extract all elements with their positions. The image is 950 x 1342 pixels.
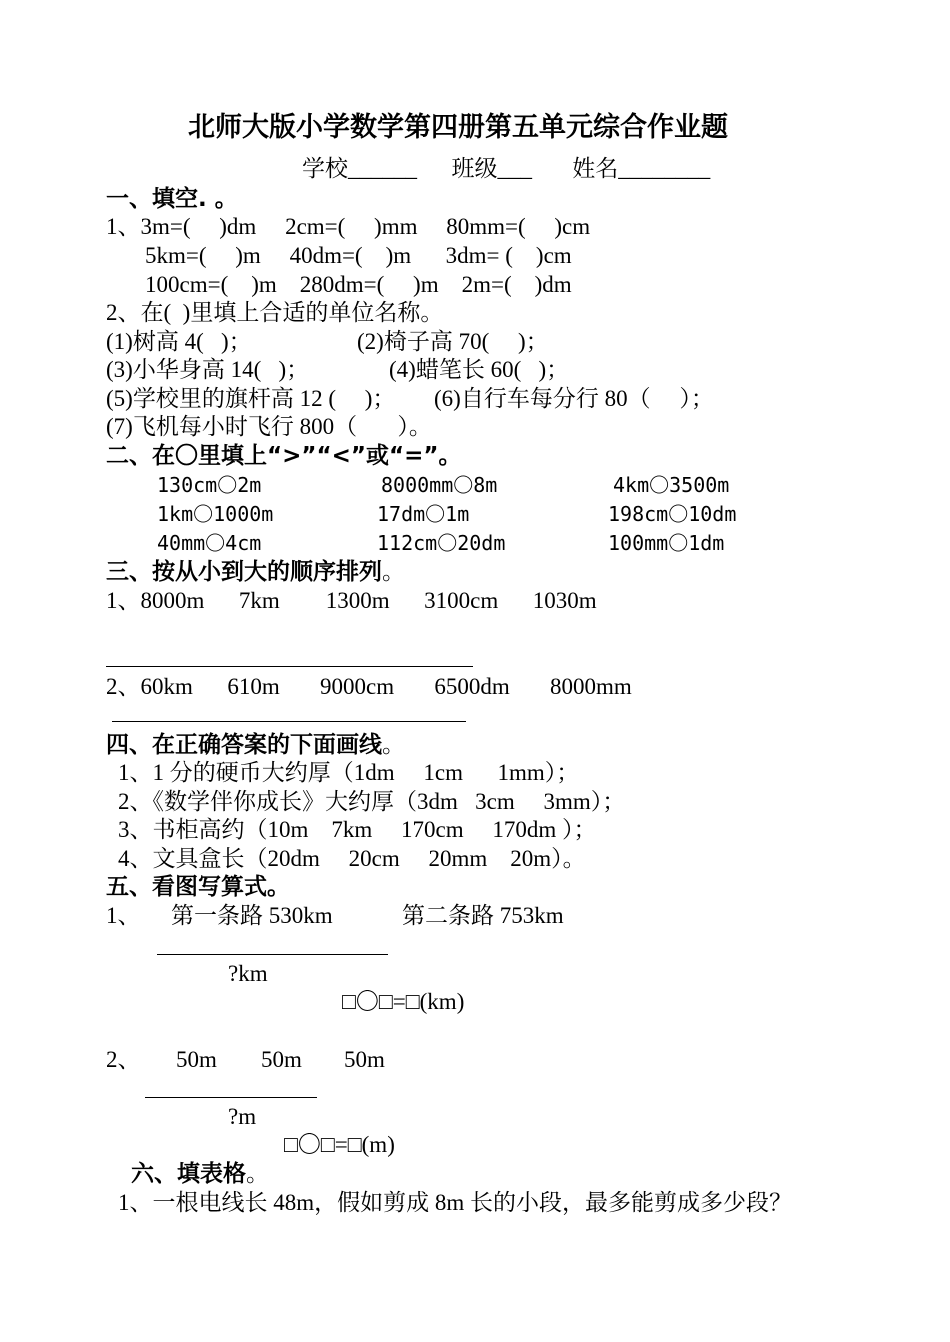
s5-q2-equation: □〇□=□(m) xyxy=(284,1132,395,1157)
s1-q2-item-6: (6)自行车每分行 80（ ）； xyxy=(434,386,714,411)
section-4-heading-line xyxy=(106,731,405,759)
section-6-heading: 六、填表格 xyxy=(131,1161,246,1187)
s2-item-3: 4km〇3500m xyxy=(613,473,730,497)
section-3-heading: 三、按从小到大的顺序排列 xyxy=(106,559,382,585)
section-1-heading: 一、填空. 。 xyxy=(106,186,238,212)
s2-item-4: 1km〇1000m xyxy=(157,502,274,526)
s1-q2-prompt: 2、在( )里填上合适的单位名称。 xyxy=(106,300,444,325)
s6-q1: 1、一根电线长 48m，假如剪成 8m 长的小段，最多能剪成多少段？ xyxy=(118,1190,793,1215)
section-6-heading-line xyxy=(131,1160,269,1188)
s3-q1: 1、8000m 7km 1300m 3100cm 1030m xyxy=(106,588,597,613)
s5-q2-segment-line xyxy=(145,1097,317,1098)
s4-item-1: 1、1 分的硬币大约厚（1dm 1cm 1mm）； xyxy=(118,760,580,785)
s1-q2-item-7: (7)飞机每小时飞行 800（ ）。 xyxy=(106,414,432,439)
student-info-fields: 学校______ 班级___ 姓名________ xyxy=(302,156,711,181)
s4-item-4: 4、文具盒长（20dm 20cm 20mm 20m）。 xyxy=(118,846,586,871)
s5-q1-road-2-label: 第二条路 753km xyxy=(402,903,564,928)
section-6-heading-tail: 。 xyxy=(246,1161,269,1186)
s2-item-5: 17dm〇1m xyxy=(377,502,470,526)
section-4-heading: 四、在正确答案的下面画线 xyxy=(106,732,382,758)
page-title: 北师大版小学数学第四册第五单元综合作业题 xyxy=(188,112,728,143)
s3-q2-answer-line xyxy=(112,721,466,722)
s5-q1-unknown: ?km xyxy=(228,961,268,986)
section-3-heading-line xyxy=(106,558,405,586)
s2-item-1: 130cm〇2m xyxy=(157,473,262,497)
section-4-heading-tail: 。 xyxy=(382,732,405,757)
s5-q1-equation: □〇□=□(km) xyxy=(342,989,465,1014)
s1-q2-item-3: (3)小华身高 14( )； xyxy=(106,357,310,382)
s1-q1-line-3: 100cm=( )m 280dm=( )m 2m=( )dm xyxy=(145,272,572,297)
s3-q2: 2、60km 610m 9000cm 6500dm 8000mm xyxy=(106,674,632,699)
s5-q2-segment-1: 50m xyxy=(176,1047,217,1072)
s5-q1-segment-line xyxy=(157,954,388,955)
s4-item-3: 3、书柜高约（10m 7km 170cm 170dm ）； xyxy=(118,817,597,842)
section-5-heading: 五、看图写算式。 xyxy=(106,874,290,900)
s2-item-6: 198cm〇10dm xyxy=(608,502,737,526)
s5-q2-segment-3: 50m xyxy=(344,1047,385,1072)
s1-q2-item-5: (5)学校里的旗杆高 12 ( )； xyxy=(106,386,396,411)
s5-q1-number: 1、 xyxy=(106,903,141,928)
s2-item-7: 40mm〇4cm xyxy=(157,531,262,555)
s1-q2-item-4: (4)蜡笔长 60( )； xyxy=(389,357,570,382)
s1-q2-item-2: (2)椅子高 70( )； xyxy=(357,329,549,354)
s4-item-2: 2、《数学伴你成长》大约厚（3dm 3cm 3mm）； xyxy=(118,789,626,814)
s5-q1-road-1-label: 第一条路 530km xyxy=(171,903,333,928)
s5-q2-segment-2: 50m xyxy=(261,1047,302,1072)
s1-q2-item-1: (1)树高 4( )； xyxy=(106,329,252,354)
section-3-heading-tail: 。 xyxy=(382,559,405,584)
s3-q1-answer-line xyxy=(106,666,473,667)
s2-item-2: 8000mm〇8m xyxy=(381,473,498,497)
s1-q1-line-2: 5km=( )m 40dm=( )m 3dm= ( )cm xyxy=(145,243,572,268)
s5-q2-unknown: ?m xyxy=(228,1104,257,1129)
section-2-heading: 二、在〇里填上“>”“<”或“=”。 xyxy=(106,443,462,469)
s2-item-8: 112cm〇20dm xyxy=(377,531,506,555)
s1-q1-line-1: 1、3m=( )dm 2cm=( )mm 80mm=( )cm xyxy=(106,214,591,239)
s5-q2-number: 2、 xyxy=(106,1047,141,1072)
s2-item-9: 100mm〇1dm xyxy=(608,531,725,555)
